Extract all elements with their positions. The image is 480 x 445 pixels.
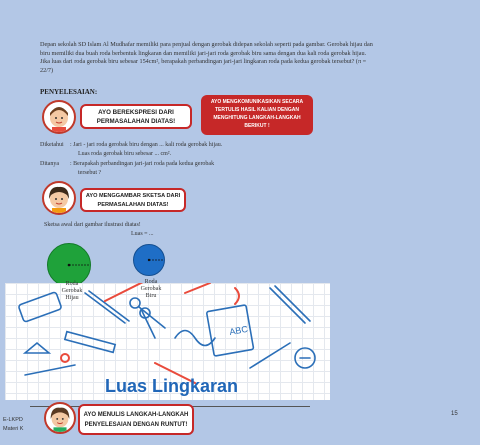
ditanya-text: : Berapakah perbandingan jari-jari roda pada kedua gerobak [70,161,215,167]
diketahui-text: : Jari - jari roda gerobak biru dengan ... kali roda gerobak hijau. [70,142,223,148]
label-line: Gerobak [140,286,162,292]
communication-callout [201,95,313,135]
ditanya-label: Ditanya [40,161,59,167]
label-line: Hijau [65,295,79,301]
diketahui-label: Diketahui [40,142,64,148]
bubble-line: PERMASALAHAN DIATAS! [96,118,176,125]
footer-left-line1: E-LKPD [3,417,23,423]
instruction-bubble-express [80,104,192,129]
student-avatar-icon [42,181,76,215]
sketch-intro: Sketsa awal dari gambar ilustrasi diatas! [44,222,141,228]
label-line: Biru [145,293,157,299]
luas-label: Luas = ... [131,231,154,237]
diketahui-row-2: Luas roda gerobak biru sebesar ... cm². [78,151,172,157]
bubble-line: AYO BEREKSPRESI DARI [98,109,174,116]
student-avatar-icon [44,402,76,434]
callout-line: TERTULIS HASIL KALIAN DENGAN [214,107,300,113]
label-line: Roda [144,279,158,285]
instruction-bubble-sketch [80,188,186,212]
footer-left-line2: Materi K [3,426,24,432]
student-avatar-icon [42,100,76,134]
problem-statement [40,41,450,75]
bubble-line: AYO MENULIS LANGKAH-LANGKAH [83,412,189,418]
label-line: Gerobak [61,288,83,294]
bubble-line: PENYELESAIAN DENGAN RUNTUT! [84,422,188,428]
page-number: 15 [451,411,458,417]
callout-line: BERIKUT ! [244,123,270,129]
problem-line: biru memiliki dua buah roda berbentuk lingkaran dan memiliki jari-jari roda gerobak biru sama dengan dua kali roda gerobak hijau. [40,49,367,57]
label-line: Roda [65,281,79,287]
section-title: PENYELESAIAN: [40,88,98,96]
diketahui-row [40,141,340,149]
ditanya-row [40,160,340,168]
instruction-bubble-write [78,404,194,435]
problem-line: Jika luas dari roda gerobak biru sebesar 154cm², berapakah perbandingan jari-jari lingkaran roda pada kedua gerobak tersebut? (π = [40,58,367,66]
callout-line: MENGHITUNG LANGKAH-LANGKAH [213,115,301,121]
blue-wheel-label [131,279,171,300]
green-wheel-label [52,281,92,302]
bubble-line: AYO MENGGAMBAR SKETSA DARI [85,193,181,199]
problem-line: Depan sekolah SD Islam Al Mudhafar memiliki para penjual dengan gerobak didepan sekolah seperti pada gambar. Gerobak hijau dan [40,41,373,48]
blue-wheel-circle [133,244,165,276]
problem-line: 22/7) [40,66,54,74]
banner-title: Luas Lingkaran [105,376,239,396]
svg-text:ABC: ABC [228,323,249,337]
ditanya-row-2: tersebut ? [78,170,102,176]
callout-line: AYO MENGKOMUNIKASIKAN SECARA [210,99,304,105]
bubble-line: PERMASALAHAN DIATAS! [97,201,169,208]
